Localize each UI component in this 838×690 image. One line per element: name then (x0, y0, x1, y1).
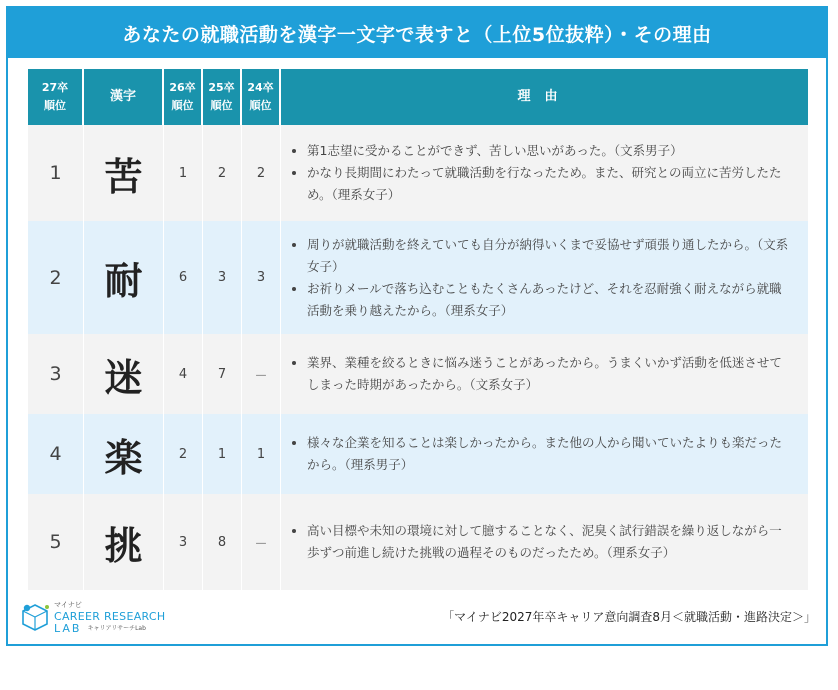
logo-sub-text: キャリアリサーチLab (87, 624, 146, 632)
table-row (28, 334, 808, 414)
reason-item: • 周りが就職活動を終えていても自分が納得いくまで妥協せず頑張り通したから。（文系女子） (307, 234, 792, 278)
reason-item: • 高い目標や未知の環境に対して臆することなく、泥臭く試行錯誤を繰り返しながら一歩ずつ前進し続けた挑戦の過程そのものだったため。（理系女子） (307, 520, 792, 564)
rank24-cell: － (242, 494, 281, 590)
reason-item: • 様々な企業を知ることは楽しかったから。また他の人から聞いていたよりも楽だったから。（理系男子） (307, 432, 792, 476)
rank26-cell: 6 (164, 221, 203, 334)
table-header-row (28, 69, 808, 125)
rank24-cell: － (242, 334, 281, 414)
reason-item: • かなり長期間にわたって就職活動を行なったため。また、研究との両立に苦労したため。（理系女子） (307, 162, 792, 206)
kanji-cell: 苦 (84, 125, 164, 221)
rank24-cell: 1 (242, 414, 281, 494)
rank26-cell: 4 (164, 334, 203, 414)
header-rank24: 24卒 順位 (242, 69, 281, 125)
table-row (28, 414, 808, 494)
kanji-cell: 挑 (84, 494, 164, 590)
reason-cell (281, 125, 808, 221)
reason-cell (281, 494, 808, 590)
rank26-cell: 1 (164, 125, 203, 221)
kanji-cell: 楽 (84, 414, 164, 494)
rank25-cell: 3 (203, 221, 242, 334)
ranking-table (28, 69, 808, 590)
rank26-cell: 3 (164, 494, 203, 590)
table-row (28, 494, 808, 590)
logo-brand: マイナビ (54, 600, 82, 609)
career-research-lab-logo (20, 598, 166, 636)
header-rank25: 25卒 順位 (203, 69, 242, 125)
kanji-cell: 迷 (84, 334, 164, 414)
header-kanji: 漢字 (84, 69, 164, 125)
header-rank27: 27卒 順位 (28, 69, 84, 125)
cube-logo-icon (20, 602, 50, 632)
reason-item: • 第1志望に受かることができず、苦しい思いがあった。（文系男子） (307, 140, 792, 162)
rank24-cell: 2 (242, 125, 281, 221)
reason-cell (281, 414, 808, 494)
rank25-cell: 7 (203, 334, 242, 414)
page-title: あなたの就職活動を漢字一文字で表すと（上位5位抜粋）・その理由 (8, 8, 826, 58)
rank26-cell: 2 (164, 414, 203, 494)
rank24-cell: 3 (242, 221, 281, 334)
kanji-cell: 耐 (84, 221, 164, 334)
reason-item: • 業界、業種を絞るときに悩み迷うことがあったから。うまくいかず活動を低迷させてしまった時期があったから。（文系女子） (307, 352, 792, 396)
logo-main-text: CAREER RESEARCH (54, 609, 166, 623)
reason-cell (281, 334, 808, 414)
rank25-cell: 2 (203, 125, 242, 221)
rank-cell: 3 (28, 334, 84, 414)
rank-cell: 2 (28, 221, 84, 334)
source-citation: 「マイナビ2027年卒キャリア意向調査8月＜就職活動・進路決定＞」 (442, 610, 816, 624)
table-row (28, 221, 808, 334)
rank25-cell: 1 (203, 414, 242, 494)
header-rank26: 26卒 順位 (164, 69, 203, 125)
table-row (28, 125, 808, 221)
rank-cell: 5 (28, 494, 84, 590)
logo-lab-text: LAB (54, 621, 82, 635)
rank-cell: 4 (28, 414, 84, 494)
rank-cell: 1 (28, 125, 84, 221)
header-reason: 理由 (281, 69, 808, 125)
reason-cell (281, 221, 808, 334)
rank25-cell: 8 (203, 494, 242, 590)
reason-item: • お祈りメールで落ち込むこともたくさんあったけど、それを忍耐強く耐えながら就職活動を乗り越えたから。（理系女子） (307, 278, 792, 322)
